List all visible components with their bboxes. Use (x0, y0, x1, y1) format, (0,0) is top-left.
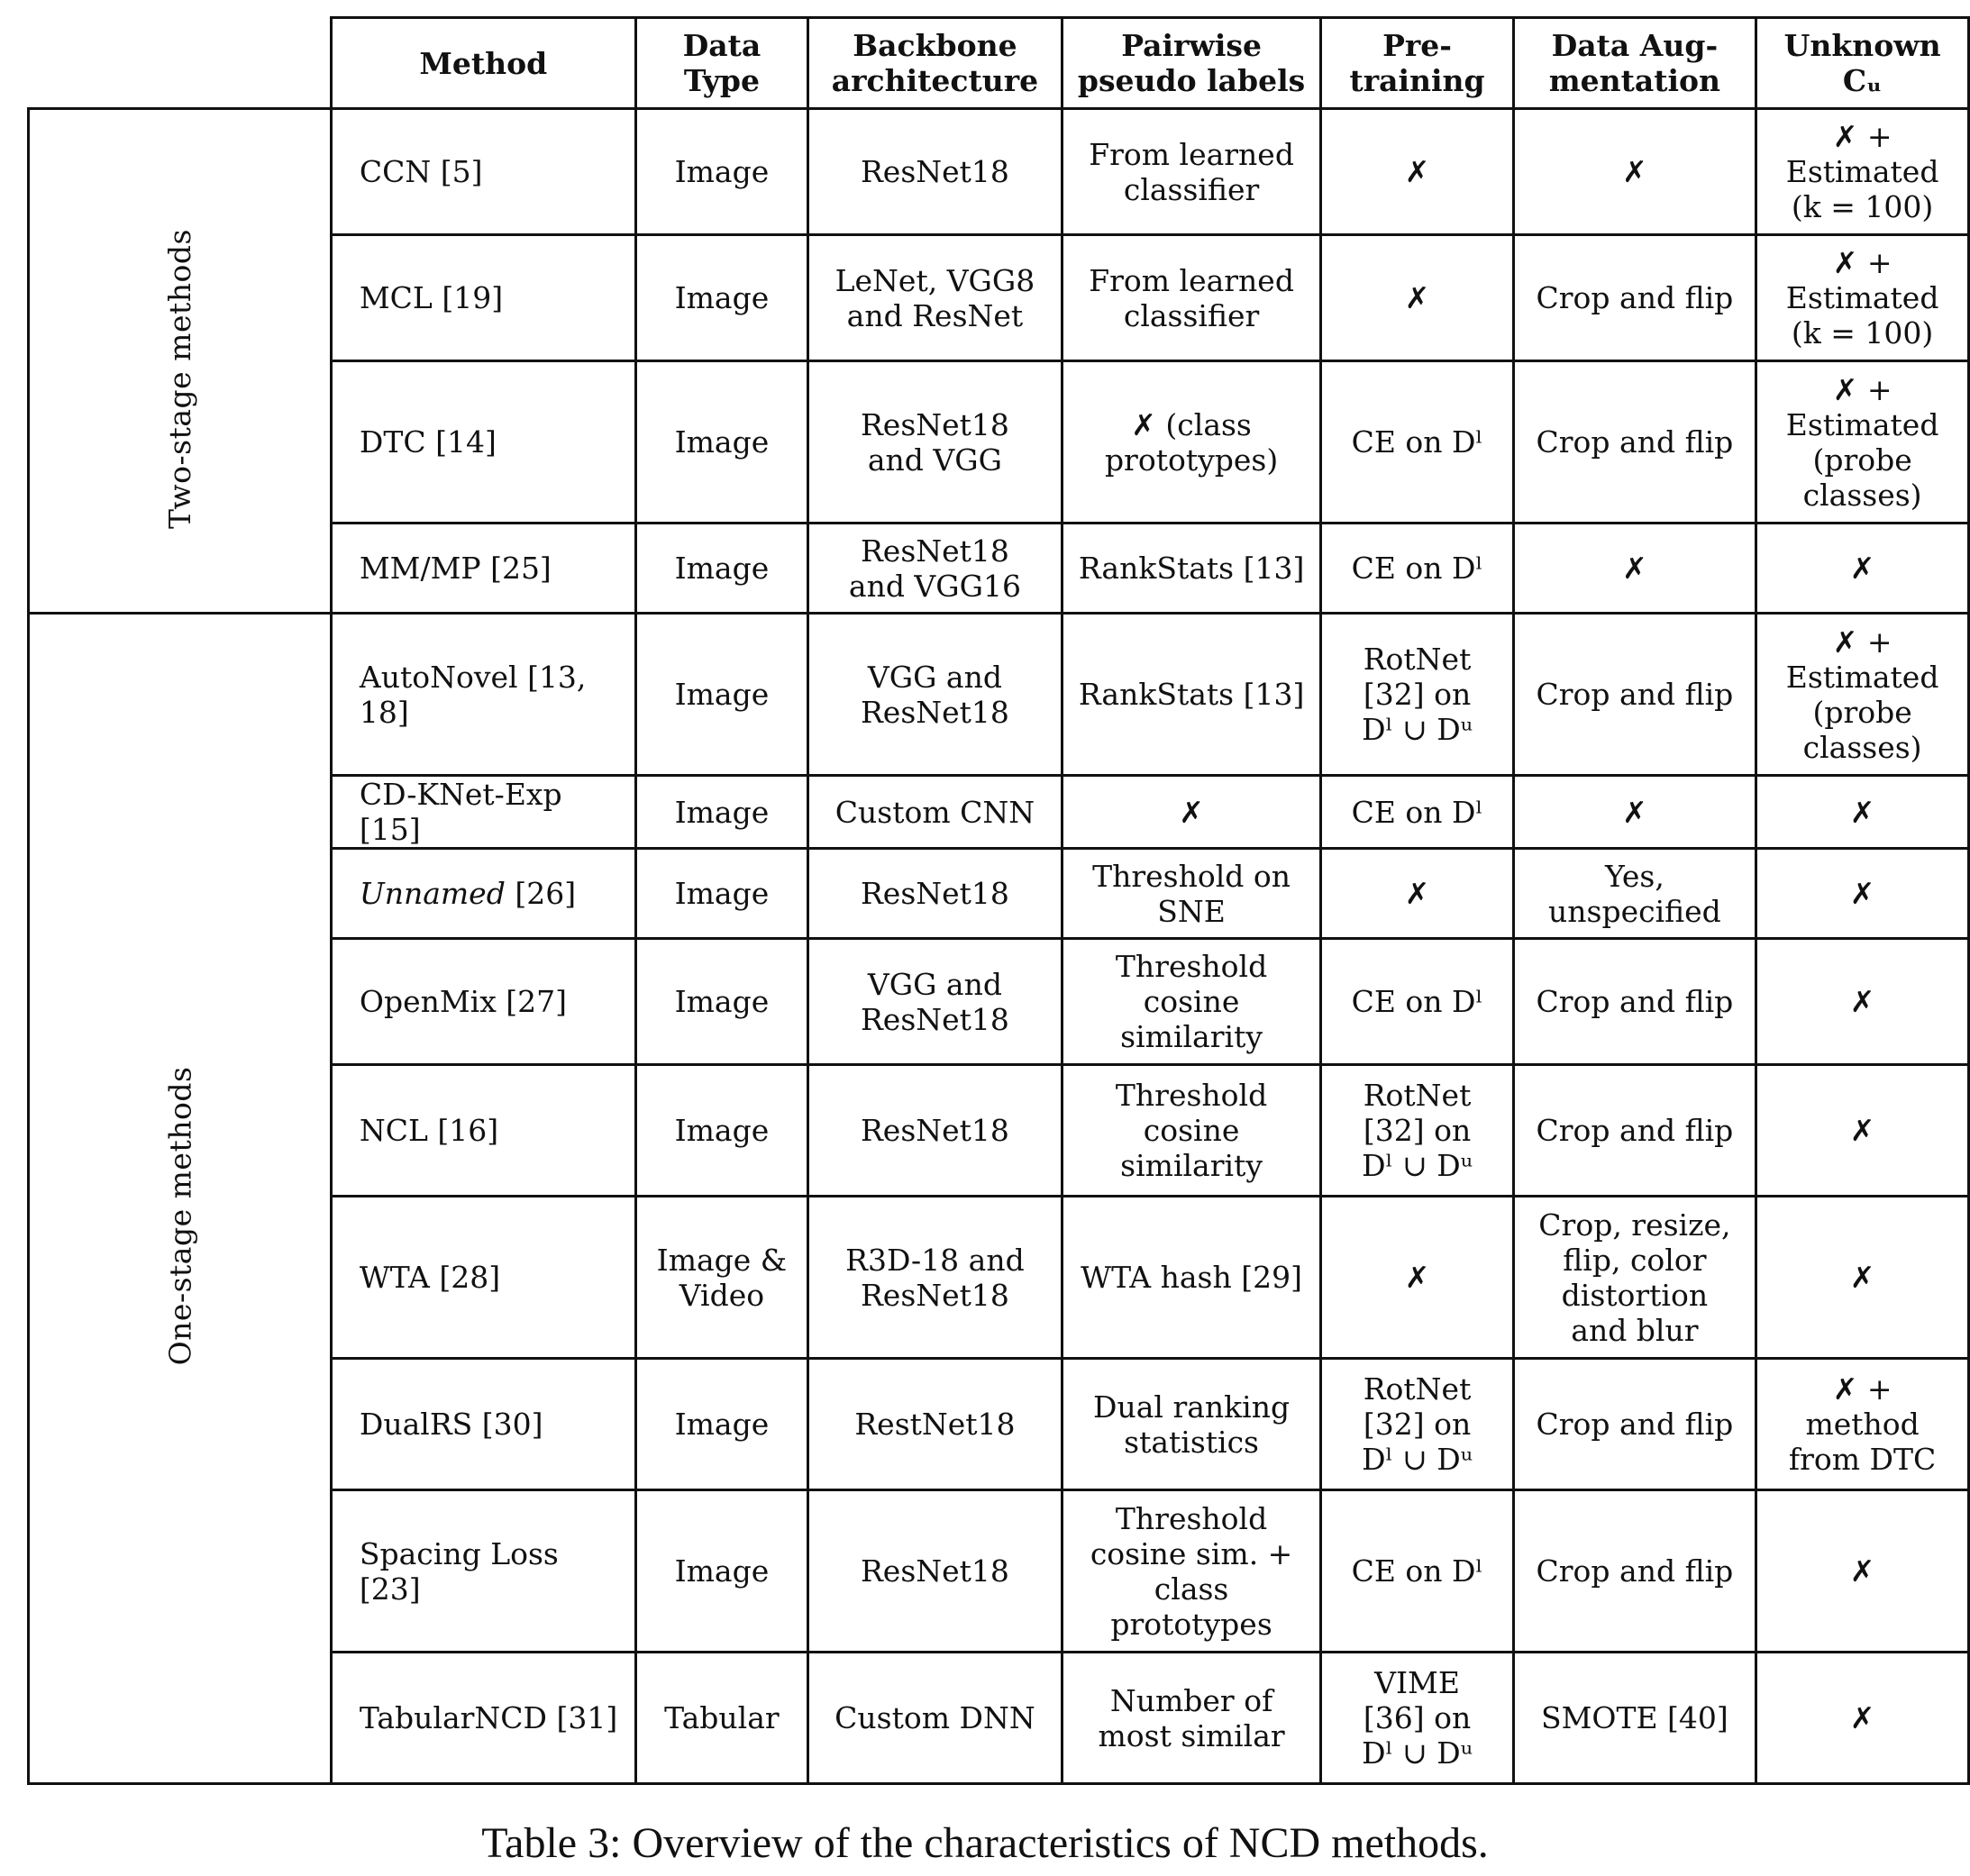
cell-unknown: ✗ (1756, 1197, 1969, 1359)
cell-unknown: ✗ + Estimated (probe classes) (1756, 614, 1969, 776)
cell-data-type: Image (635, 939, 808, 1065)
cell-pseudo-labels: RankStats [13] (1062, 614, 1321, 776)
cell-unknown: ✗ (1756, 1653, 1969, 1784)
cell-method: DualRS [30] (331, 1359, 635, 1490)
cell-augmentation: SMOTE [40] (1513, 1653, 1756, 1784)
cell-data-type: Image (635, 109, 808, 235)
cell-data-type: Image (635, 524, 808, 614)
cell-data-type: Image (635, 1065, 808, 1197)
cell-backbone: Custom CNN (808, 776, 1062, 849)
cell-unknown: ✗ + Estimated (probe classes) (1756, 361, 1969, 524)
cell-augmentation: Crop, resize, flip, color distortion and blur (1513, 1197, 1756, 1359)
cell-pseudo-labels: ✗ (1062, 776, 1321, 849)
cell-pseudo-labels: WTA hash [29] (1062, 1197, 1321, 1359)
cell-backbone: VGG and ResNet18 (808, 614, 1062, 776)
cell-pretraining: ✗ (1321, 849, 1513, 939)
cell-pretraining: ✗ (1321, 109, 1513, 235)
cell-unknown: ✗ (1756, 849, 1969, 939)
cell-method: OpenMix [27] (331, 939, 635, 1065)
cell-backbone: LeNet, VGG8 and ResNet (808, 235, 1062, 361)
cell-unknown: ✗ + method from DTC (1756, 1359, 1969, 1490)
group-label-two-stage: Two-stage methods (161, 228, 197, 529)
cell-backbone: RestNet18 (808, 1359, 1062, 1490)
method-citation: [26] (505, 876, 577, 911)
header-pretraining: Pre- training (1321, 18, 1513, 109)
cell-pretraining: RotNet [32] on Dˡ ∪ Dᵘ (1321, 1359, 1513, 1490)
cell-pseudo-labels: Threshold cosine sim. + class prototypes (1062, 1490, 1321, 1653)
cell-method: NCL [16] (331, 1065, 635, 1197)
header-pseudo-labels: Pairwise pseudo labels (1062, 18, 1321, 109)
cell-data-type: Image (635, 849, 808, 939)
cell-method (331, 849, 635, 939)
cell-unknown: ✗ (1756, 524, 1969, 614)
cell-pretraining: CE on Dˡ (1321, 776, 1513, 849)
cell-data-type: Image (635, 776, 808, 849)
cell-backbone: ResNet18 (808, 109, 1062, 235)
cell-backbone: ResNet18 and VGG16 (808, 524, 1062, 614)
header-backbone: Backbone architecture (808, 18, 1062, 109)
cell-method: Spacing Loss [23] (331, 1490, 635, 1653)
cell-augmentation: Crop and flip (1513, 1359, 1756, 1490)
cell-augmentation: Crop and flip (1513, 235, 1756, 361)
cell-augmentation: Crop and flip (1513, 361, 1756, 524)
cell-data-type: Image (635, 235, 808, 361)
cell-unknown: ✗ + Estimated (k = 100) (1756, 235, 1969, 361)
cell-method: CCN [5] (331, 109, 635, 235)
cell-data-type: Image (635, 614, 808, 776)
cell-augmentation: ✗ (1513, 109, 1756, 235)
ncd-methods-table (27, 16, 1970, 1785)
cell-pretraining: ✗ (1321, 1197, 1513, 1359)
cell-pretraining: RotNet [32] on Dˡ ∪ Dᵘ (1321, 1065, 1513, 1197)
table-caption: Table 3: Overview of the characteristics of NCD methods. (481, 1819, 1489, 1867)
cell-pretraining: CE on Dˡ (1321, 939, 1513, 1065)
cell-backbone: ResNet18 (808, 849, 1062, 939)
cell-pretraining: RotNet [32] on Dˡ ∪ Dᵘ (1321, 614, 1513, 776)
cell-method: MCL [19] (331, 235, 635, 361)
cell-backbone: VGG and ResNet18 (808, 939, 1062, 1065)
cell-method: AutoNovel [13, 18] (331, 614, 635, 776)
cell-augmentation: Crop and flip (1513, 1490, 1756, 1653)
header-data-type: Data Type (635, 18, 808, 109)
cell-unknown: ✗ (1756, 939, 1969, 1065)
cell-pseudo-labels: ✗ (class prototypes) (1062, 361, 1321, 524)
cell-pretraining: CE on Dˡ (1321, 524, 1513, 614)
cell-unknown: ✗ (1756, 1490, 1969, 1653)
cell-data-type: Image (635, 1359, 808, 1490)
cell-data-type: Image & Video (635, 1197, 808, 1359)
cell-method: MM/MP [25] (331, 524, 635, 614)
cell-pretraining: CE on Dˡ (1321, 361, 1513, 524)
cell-augmentation: Crop and flip (1513, 614, 1756, 776)
group-label-one-stage: One-stage methods (161, 1066, 197, 1366)
cell-pretraining: CE on Dˡ (1321, 1490, 1513, 1653)
group-one-stage (29, 614, 332, 1784)
cell-pseudo-labels: Threshold cosine similarity (1062, 1065, 1321, 1197)
cell-pretraining: ✗ (1321, 235, 1513, 361)
cell-unknown: ✗ (1756, 776, 1969, 849)
cell-augmentation: Yes, unspecified (1513, 849, 1756, 939)
cell-pseudo-labels: Threshold cosine similarity (1062, 939, 1321, 1065)
cell-pseudo-labels: From learned classifier (1062, 109, 1321, 235)
table-row (29, 109, 1969, 235)
header-augmentation: Data Aug- mentation (1513, 18, 1756, 109)
header-row (29, 18, 1969, 109)
cell-pseudo-labels: Number of most similar (1062, 1653, 1321, 1784)
cell-backbone: ResNet18 (808, 1065, 1062, 1197)
cell-pretraining: VIME [36] on Dˡ ∪ Dᵘ (1321, 1653, 1513, 1784)
cell-data-type: Image (635, 1490, 808, 1653)
header-method: Method (331, 18, 635, 109)
cell-unknown: ✗ (1756, 1065, 1969, 1197)
header-unknown-cu: Unknown Cᵤ (1756, 18, 1969, 109)
cell-data-type: Image (635, 361, 808, 524)
cell-backbone: ResNet18 (808, 1490, 1062, 1653)
table-row (29, 614, 1969, 776)
method-name-italic: Unnamed (359, 876, 506, 911)
cell-augmentation: Crop and flip (1513, 939, 1756, 1065)
cell-augmentation: ✗ (1513, 776, 1756, 849)
cell-backbone: Custom DNN (808, 1653, 1062, 1784)
group-two-stage (29, 109, 332, 614)
cell-method: WTA [28] (331, 1197, 635, 1359)
cell-pseudo-labels: Threshold on SNE (1062, 849, 1321, 939)
cell-data-type: Tabular (635, 1653, 808, 1784)
cell-backbone: ResNet18 and VGG (808, 361, 1062, 524)
header-blank-cell (29, 18, 332, 109)
cell-augmentation: Crop and flip (1513, 1065, 1756, 1197)
cell-pseudo-labels: RankStats [13] (1062, 524, 1321, 614)
cell-pseudo-labels: Dual ranking statistics (1062, 1359, 1321, 1490)
cell-method: TabularNCD [31] (331, 1653, 635, 1784)
cell-unknown: ✗ + Estimated (k = 100) (1756, 109, 1969, 235)
cell-method: CD-KNet-Exp [15] (331, 776, 635, 849)
cell-backbone: R3D-18 and ResNet18 (808, 1197, 1062, 1359)
cell-pseudo-labels: From learned classifier (1062, 235, 1321, 361)
ncd-table-container (27, 16, 1970, 1785)
cell-method: DTC [14] (331, 361, 635, 524)
cell-augmentation: ✗ (1513, 524, 1756, 614)
